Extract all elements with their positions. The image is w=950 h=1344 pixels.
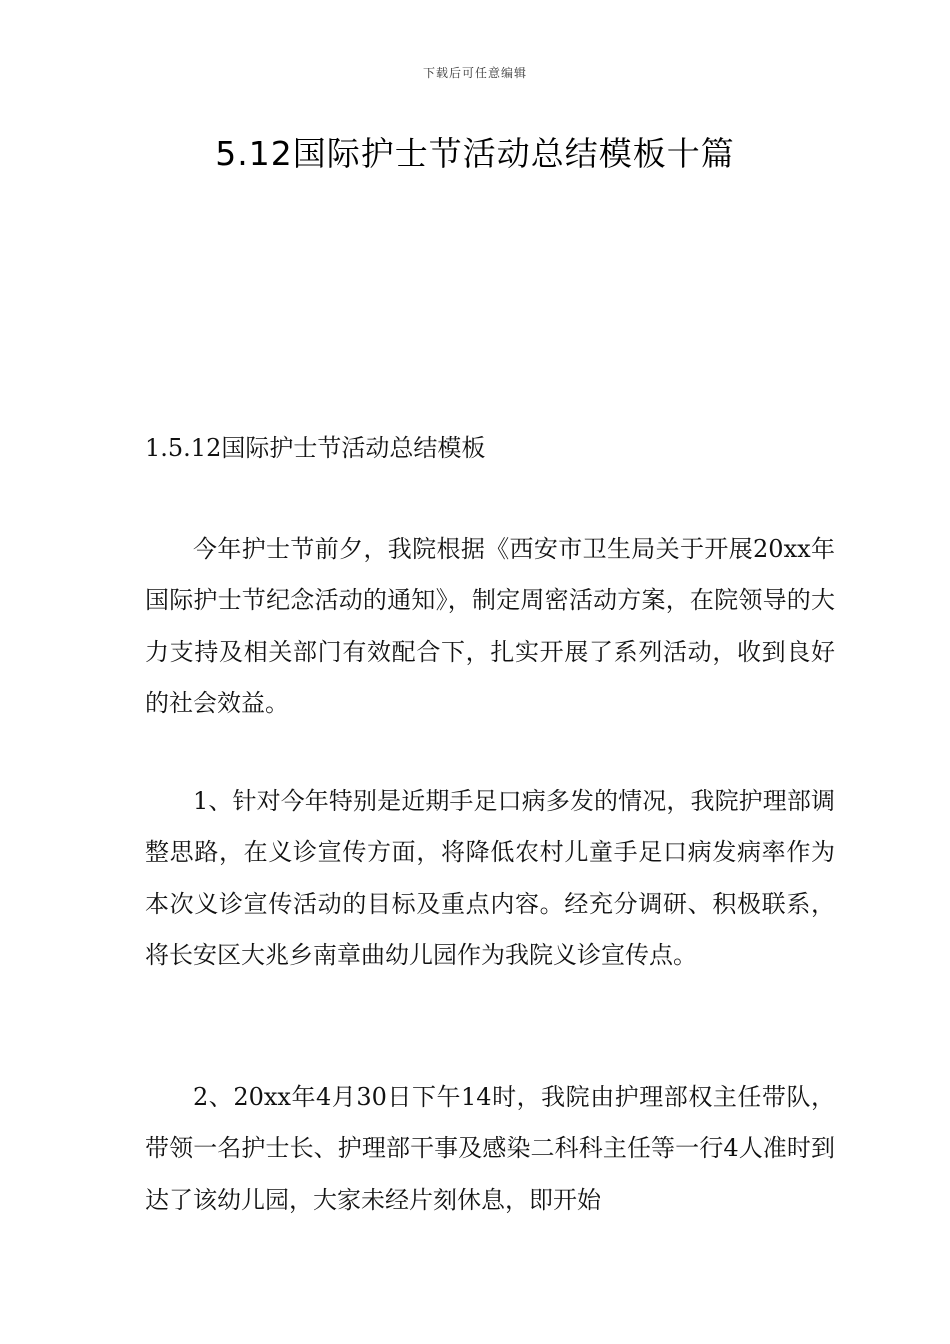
paragraph-intro: 今年护士节前夕，我院根据《西安市卫生局关于开展20xx年国际护士节纪念活动的通知》，制定周密活动方案，在院领导的大力支持及相关部门有效配合下，扎实开展了系列活动，收到良好的社会效益。 — [145, 535, 835, 718]
section-heading: 1.5.12国际护士节活动总结模板 — [145, 434, 486, 462]
paragraph-item-1: 1、针对今年特别是近期手足口病多发的情况，我院护理部调整思路，在义诊宣传方面，将降低农村儿童手足口病发病率作为本次义诊宣传活动的目标及重点内容。经充分调研、积极联系，将长安区大兆乡南章曲幼儿园作为我院义诊宣传点。 — [145, 787, 835, 970]
header-note: 下载后可任意编辑 — [422, 66, 527, 80]
document-title: 5.12国际护士节活动总结模板十篇 — [215, 134, 735, 173]
paragraph-item-2: 2、20xx年4月30日下午14时，我院由护理部权主任带队，带领一名护士长、护理部干事及感染二科科主任等一行4人准时到达了该幼儿园，大家未经片刻休息，即开始 — [145, 1083, 835, 1214]
